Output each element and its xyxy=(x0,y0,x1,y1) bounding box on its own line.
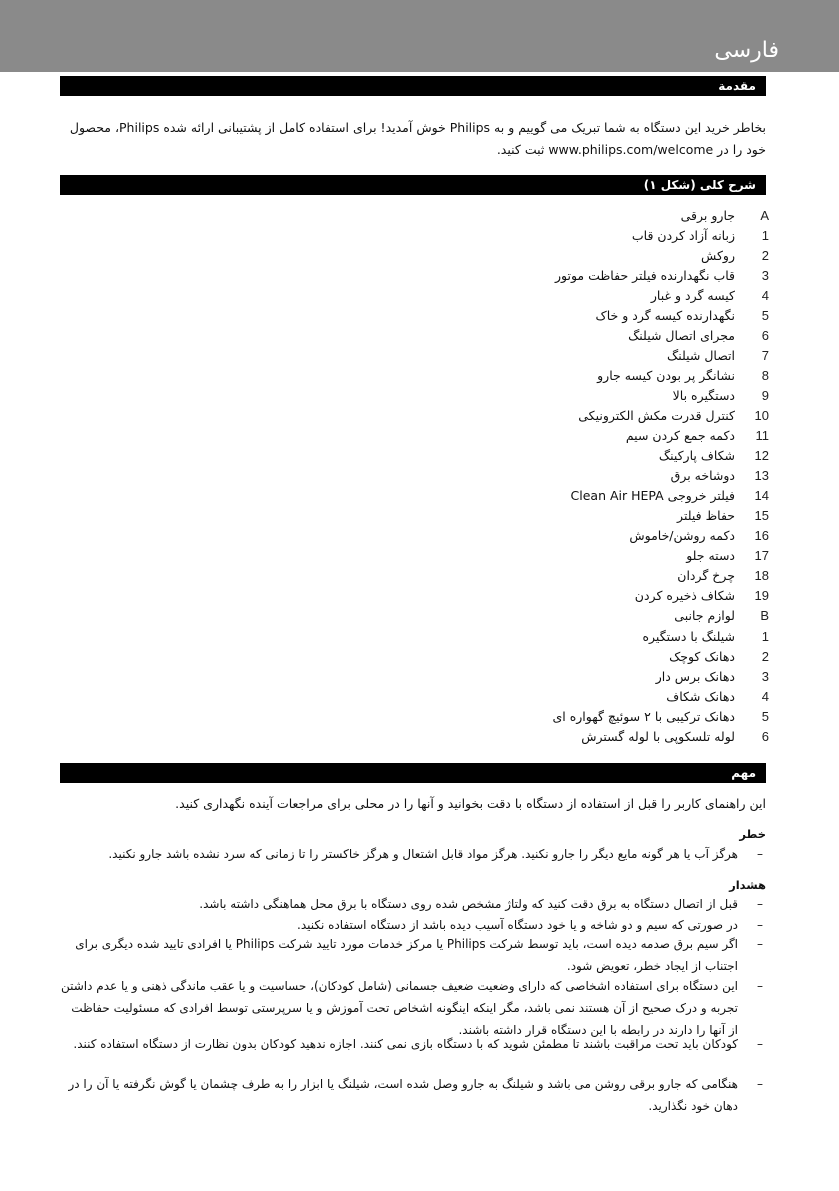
overview-item-label: نشانگر پر بودن کیسه جارو xyxy=(597,367,735,383)
overview-item-label: اتصال شیلنگ xyxy=(667,347,735,363)
overview-item-label: لوازم جانبی xyxy=(674,608,735,624)
overview-item-label: کنترل قدرت مکش الکترونیکی xyxy=(578,407,735,423)
language-label: فارسی xyxy=(714,38,779,63)
warning-text: کودکان باید تحت مراقبت باشند تا مطمئن شوید که با دستگاه بازی نمی کنند. اجازه ندهید کودکان بدون نظارت از دستگاه استفاده کنند. xyxy=(73,1037,738,1051)
overview-item-label: دهانک شکاف xyxy=(666,688,735,704)
overview-item-number: 19 xyxy=(754,588,769,604)
overview-item-label: دوشاخه برق xyxy=(670,468,735,484)
overview-item-label: شیلنگ با دستگیره xyxy=(642,628,735,644)
overview-item-number: 14 xyxy=(754,488,769,504)
overview-item-number: 5 xyxy=(761,307,769,323)
important-intro: این راهنمای کاربر را قبل از استفاده از دستگاه با دقت بخوانید و آنها را در محلی برای مراجعات آینده نگهداری کنید. xyxy=(175,796,766,811)
overview-item xyxy=(209,205,769,225)
overview-item-label: حفاظ فیلتر xyxy=(677,508,735,524)
overview-item-label: کیسه گرد و غبار xyxy=(650,287,735,303)
overview-item-number: 4 xyxy=(761,287,769,303)
overview-item-label: دهانک کوچک xyxy=(669,648,735,664)
section-bar-important xyxy=(60,763,766,783)
overview-item xyxy=(209,325,769,345)
overview-item xyxy=(209,606,769,626)
overview-item-number: 1 xyxy=(761,628,769,644)
overview-item-label: دستگیره بالا xyxy=(672,387,735,403)
overview-item xyxy=(209,405,769,425)
warning-item: – اگر سیم برق صدمه دیده است، باید توسط شرکت Philips یا مرکز خدمات مورد تایید شرکت Philips یا افرادی تایید شده دیگری برای اجتناب از ایجاد خطر، تعویض شود. xyxy=(60,933,770,977)
overview-item xyxy=(209,245,769,265)
top-banner xyxy=(0,0,839,72)
warning-title: هشدار xyxy=(729,878,766,892)
overview-item-label: نگهدارنده کیسه گرد و خاک xyxy=(595,307,735,323)
overview-item xyxy=(209,285,769,305)
warning-text: اگر سیم برق صدمه دیده است، باید توسط شرکت Philips یا مرکز خدمات مورد تایید شرکت Philips یا افرادی تایید شده دیگری برای اجتناب از ایجاد خطر، تعویض شود. xyxy=(75,937,738,973)
overview-item-label: شکاف ذخیره کردن xyxy=(634,588,735,604)
overview-item-label: شکاف پارکینگ xyxy=(658,448,735,464)
overview-item-label: دکمه روشن/خاموش xyxy=(629,528,735,544)
overview-item xyxy=(209,526,769,546)
overview-item-label: چرخ گردان xyxy=(677,568,735,584)
overview-item-number: A xyxy=(760,207,769,223)
overview-item-number: 17 xyxy=(754,548,769,564)
danger-title: خطر xyxy=(739,827,766,841)
overview-item-number: B xyxy=(760,608,769,624)
overview-item-label: مجرای اتصال شیلنگ xyxy=(628,327,735,343)
overview-item xyxy=(209,486,769,506)
overview-item-number: 18 xyxy=(754,568,769,584)
overview-item xyxy=(209,385,769,405)
overview-item xyxy=(209,265,769,285)
overview-item xyxy=(209,225,769,245)
warning-text: در صورتی که سیم و دو شاخه و یا خود دستگاه آسیب دیده باشد از دستگاه استفاده نکنید. xyxy=(297,918,738,932)
overview-item-number: 12 xyxy=(754,448,769,464)
important-heading: مهم xyxy=(731,766,756,780)
overview-item xyxy=(209,365,769,385)
overview-item xyxy=(209,546,769,566)
overview-item-label: فیلتر خروجی Clean Air HEPA xyxy=(570,488,735,504)
overview-item xyxy=(209,466,769,486)
overview-item xyxy=(209,646,769,666)
overview-item-label: جارو برقی xyxy=(680,207,735,223)
overview-item-number: 8 xyxy=(761,367,769,383)
overview-item xyxy=(209,506,769,526)
overview-item-label: دهانک ترکیبی با ۲ سوئیچ گهواره ای xyxy=(552,708,735,724)
overview-item-label: زبانه آزاد کردن قاب xyxy=(631,227,735,243)
overview-item-number: 2 xyxy=(761,247,769,263)
overview-item xyxy=(209,446,769,466)
section-bar-intro xyxy=(60,76,766,96)
overview-item xyxy=(209,666,769,686)
warning-text: این دستگاه برای استفاده اشخاصی که دارای وضعیت ضعیف جسمانی (شامل کودکان)، حساسیت و یا عقب ماندگی ذهنی و یا عدم داشتن تجربه و درک صحیح از آن هستند نمی باشد، مگر اینکه اینگونه اشخاص تحت آموزش و یا سرپرستی توسط افرادی که مسئولیت حفاظت از آنها را دارند در رابطه با این دستگاه قرار داشته باشند. xyxy=(61,979,738,1037)
overview-item-number: 2 xyxy=(761,648,769,664)
warning-item: – این دستگاه برای استفاده اشخاصی که دارای وضعیت ضعیف جسمانی (شامل کودکان)، حساسیت و یا عقب ماندگی ذهنی و یا عدم داشتن تجربه و درک صحیح از آن هستند نمی باشد، مگر اینکه اینگونه اشخاص تحت آموزش و یا سرپرستی توسط افرادی که مسئولیت حفاظت از آنها را دارند در رابطه با این دستگاه قرار داشته باشند. xyxy=(60,975,770,1041)
overview-item-number: 9 xyxy=(761,387,769,403)
overview-item-number: 5 xyxy=(761,708,769,724)
danger-item: – هرگز آب یا هر گونه مایع دیگر را جارو نکنید. هرگز مواد قابل اشتعال و هرگز خاکستر را تا زمانی که سرد نشده باشد جارو نکنید. xyxy=(60,843,770,865)
overview-item-number: 7 xyxy=(761,347,769,363)
overview-item xyxy=(209,566,769,586)
intro-text: بخاطر خرید این دستگاه به شما تبریک می گوییم و به Philips خوش آمدید! برای استفاده کامل از پشتیبانی ارائه شده Philips، محصول خود را در www.philips.com/welcome ثبت کنید. xyxy=(69,120,766,157)
overview-item xyxy=(209,305,769,325)
warning-item: – قبل از اتصال دستگاه به برق دقت کنید که ولتاژ مشخص شده روی دستگاه با برق محل هماهنگی داشته باشد. xyxy=(60,893,770,915)
intro-heading: مقدمة xyxy=(718,79,756,93)
overview-item-number: 6 xyxy=(761,728,769,744)
overview-item-number: 16 xyxy=(754,528,769,544)
overview-item-number: 3 xyxy=(761,668,769,684)
overview-item-number: 1 xyxy=(761,227,769,243)
danger-text: هرگز آب یا هر گونه مایع دیگر را جارو نکنید. هرگز مواد قابل اشتعال و هرگز خاکستر را تا زمانی که سرد نشده باشد جارو نکنید. xyxy=(108,847,738,861)
overview-item xyxy=(209,726,769,746)
overview-item-number: 10 xyxy=(754,407,769,423)
warning-item: – هنگامی که جارو برقی روشن می باشد و شیلنگ به جارو وصل شده است، شیلنگ یا ابزار را به طرف چشمان یا گوش نگرفته یا آن را در دهان خود نگذارید. xyxy=(60,1073,770,1117)
section-bar-overview xyxy=(60,175,766,195)
warning-text: قبل از اتصال دستگاه به برق دقت کنید که ولتاژ مشخص شده روی دستگاه با برق محل هماهنگی داشته باشد. xyxy=(199,897,738,911)
overview-item-number: 3 xyxy=(761,267,769,283)
overview-item-label: دسته جلو xyxy=(686,548,735,564)
overview-item-label: دهانک برس دار xyxy=(655,668,735,684)
overview-item xyxy=(209,586,769,606)
warning-item: – کودکان باید تحت مراقبت باشند تا مطمئن شوید که با دستگاه بازی نمی کنند. اجازه ندهید کودکان بدون نظارت از دستگاه استفاده کنند. xyxy=(60,1033,770,1055)
overview-list xyxy=(209,205,769,746)
overview-item xyxy=(209,686,769,706)
overview-item-label: قاب نگهدارنده فیلتر حفاظت موتور xyxy=(554,267,735,283)
overview-item xyxy=(209,426,769,446)
overview-item-number: 11 xyxy=(755,428,769,444)
overview-item-number: 4 xyxy=(761,688,769,704)
overview-item-label: دکمه جمع کردن سیم xyxy=(625,428,735,444)
overview-item-number: 6 xyxy=(761,327,769,343)
overview-item xyxy=(209,626,769,646)
overview-item xyxy=(209,345,769,365)
warning-item: – در صورتی که سیم و دو شاخه و یا خود دستگاه آسیب دیده باشد از دستگاه استفاده نکنید. xyxy=(60,914,770,936)
overview-item-number: 15 xyxy=(754,508,769,524)
overview-item-label: لوله تلسکوپی با لوله گسترش xyxy=(581,728,735,744)
overview-item-number: 13 xyxy=(754,468,769,484)
warning-text: هنگامی که جارو برقی روشن می باشد و شیلنگ به جارو وصل شده است، شیلنگ یا ابزار را به طرف چشمان یا گوش نگرفته یا آن را در دهان خود نگذارید. xyxy=(68,1077,738,1113)
overview-item xyxy=(209,706,769,726)
overview-heading: شرح کلی (شکل ۱) xyxy=(643,178,756,192)
overview-item-label: روکش xyxy=(701,247,735,263)
